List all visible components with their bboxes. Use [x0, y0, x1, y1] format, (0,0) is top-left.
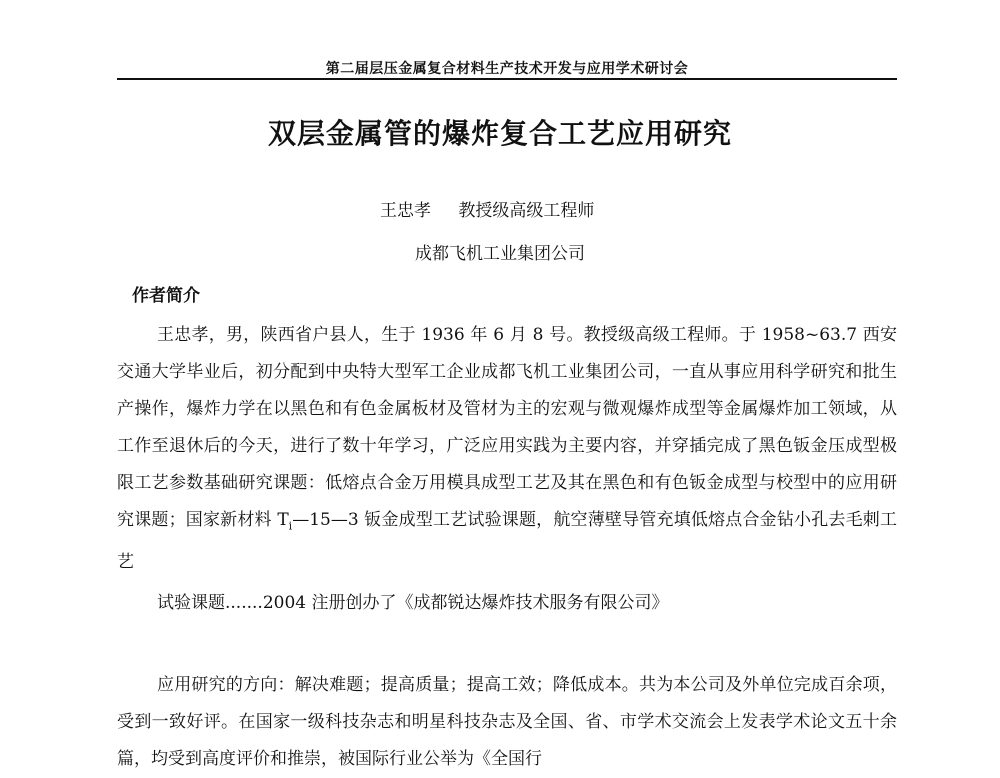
bio-paragraph-1 [117, 317, 897, 622]
paper-title: 双层金属管的爆炸复合工艺应用研究 [267, 117, 732, 150]
bio-text-a: 王忠孝，男，陕西省户县人，生于 1936 年 6 月 8 号。教授级高级工程师。于 1958~63.7 西安交通大学毕业后，初分配到中央特大型军工企业成都飞机工业集团公司，一直从事应用科学研究和批生产操作，爆炸力学在以黑色和有色金属板材及管材为主的宏观与微观爆炸成型等金属爆炸加工领域，从工作至退休后的今天，进行了数十年学习，广泛应用实践为主要内容，并穿插完成了黑色钣金压成型极限工艺参数基础研究课题：低熔点合金万用模具成型工艺及其在黑色和有色钣金成型与校型中的应用研究课题；国家新材料 T [117, 325, 897, 530]
header-rule [117, 78, 897, 80]
author-line [380, 196, 680, 221]
bio-paragraph-2: 应用研究的方向：解决难题；提高质量；提高工效；降低成本。共为本公司及外单位完成百余项，受到一致好评。在国家一级科技杂志和明星科技杂志及全国、省、市学术交流会上发表学术论文五十余篇，均受到高度评价和推崇，被国际行业公举为《全国行 [117, 675, 897, 769]
bio-subscript: i [288, 519, 293, 533]
bio-text-b: —15—3 钣金成型工艺试验课题，航空薄壁导管充填低熔点合金钻小孔去毛刺工艺 [117, 510, 897, 573]
conference-header: 第二届层压金属复合材料生产技术开发与应用学术研讨会 [325, 61, 689, 77]
section-heading: 作者简介 [132, 286, 200, 306]
author-affiliation: 成都飞机工业集团公司 [415, 244, 585, 264]
author-name: 王忠孝 [380, 201, 431, 221]
author-title: 教授级高级工程师 [458, 201, 595, 221]
bio-text-c: 试验课题.......2004 注册创办了《成都锐达爆炸技术服务有限公司》 [157, 593, 669, 614]
